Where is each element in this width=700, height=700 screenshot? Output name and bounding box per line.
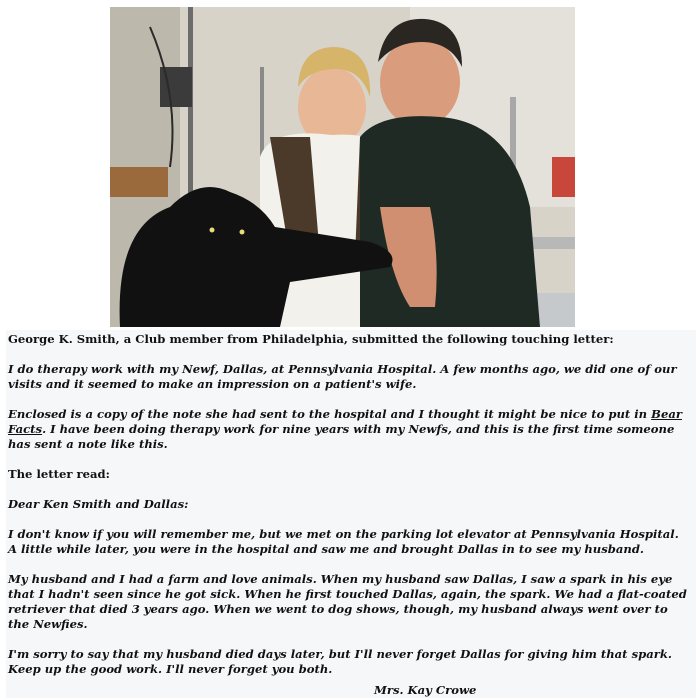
para4-line4: the Newfies. [8, 617, 88, 631]
para3-line1: I don't know if you will remember me, but we met on the parking lot elevator at Pennsylvania Hospital. [8, 527, 679, 541]
letter-read-line: The letter read: [8, 467, 110, 481]
intro-line: George K. Smith, a Club member from Philadelphia, submitted the following touching letter: [8, 332, 614, 346]
bear-facts-link-part2: Facts [8, 422, 43, 436]
para2-text: Enclosed is a copy of the note she had sent to the hospital and I thought it might be nice to put in [8, 407, 652, 421]
para2-line1 [8, 407, 690, 422]
para4-line2: that I hadn't seen since he got sick. When he first touched Dallas, again, the spark. We had a flat-coated [8, 587, 687, 601]
bear-facts-link-part1: Bear [651, 407, 682, 421]
photo-illustration [110, 7, 575, 327]
para5-line2: Keep up the good work. I'll never forget you both. [8, 662, 333, 676]
para4-line1: My husband and I had a farm and love animals. When my husband saw Dallas, I saw a spark in his eye [8, 572, 673, 586]
hospital-photo [110, 7, 575, 327]
para5-line1: I'm sorry to say that my husband died days later, but I'll never forget Dallas for giving him that spark. [8, 647, 672, 661]
letter-text [6, 330, 696, 698]
salutation-line: Dear Ken Smith and Dallas: [8, 497, 189, 511]
signature: Mrs. Kay Crowe [374, 683, 477, 697]
para1-line1: I do therapy work with my Newf, Dallas, at Pennsylvania Hospital. A few months ago, we did one of our [8, 362, 677, 376]
para2-text-2: . I have been doing therapy work for nine years with my Newfs, and this is the first time someone [42, 422, 675, 436]
para1-line2: visits and it seemed to make an impression on a patient's wife. [8, 377, 417, 391]
para2-line3: has sent a note like this. [8, 437, 168, 451]
para2-line2 [8, 422, 690, 437]
para4-line3: retriever that died 3 years ago. When we went to dog shows, though, my husband always went over to [8, 602, 668, 616]
para3-line2: A little while later, you were in the hospital and saw me and brought Dallas in to see my husband. [8, 542, 644, 556]
